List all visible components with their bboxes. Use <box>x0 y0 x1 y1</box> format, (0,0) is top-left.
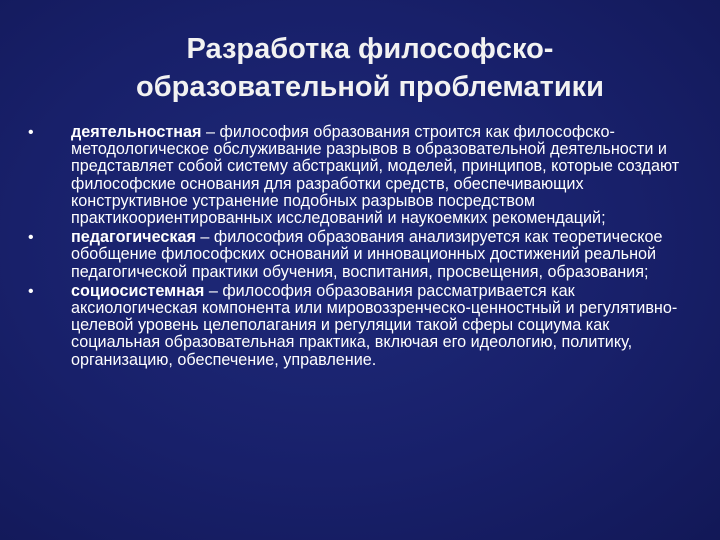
bullet-icon: • <box>28 124 34 141</box>
bullet-list <box>28 124 693 371</box>
item-term: социосистемная <box>71 281 205 300</box>
list-item-pedagogical <box>28 229 693 281</box>
item-text: – философия образования строится как философско-методологическое обслуживание разрывов в образовательной деятельности и представляет собой систему абстракций, моделей, принципов, которые создают философские основания для разработки средств, обеспечивающих конструктивное устранение подобных разрывов посредством практикоориентированных исследований и наукоемких рекомендаций; <box>71 123 680 228</box>
title-line-2: образовательной проблематики <box>136 71 604 103</box>
item-text: – философия образования рассматривается как аксиологическая компонента или мировоззренческо-ценностный и регулятивно-целевой уровень целеполагания и регуляции такой сферы социума как социальная образовательная практика, включая его идеологию, политику, организацию, обеспечение, управление. <box>71 281 678 369</box>
item-term: деятельностная <box>71 123 202 141</box>
item-text: – философия образования анализируется как теоретическое обобщение философских оснований и инновационных достижений реальной педагогической практики обучения, воспитания, просвещения, образования; <box>71 228 663 281</box>
list-item-sociosystemic <box>28 283 693 369</box>
slide-title <box>60 30 680 106</box>
item-term: педагогическая <box>71 228 196 247</box>
bullet-icon: • <box>28 229 34 247</box>
title-line-1: Разработка философско- <box>186 33 554 65</box>
list-item-activity <box>28 124 693 227</box>
bullet-icon: • <box>28 282 34 300</box>
